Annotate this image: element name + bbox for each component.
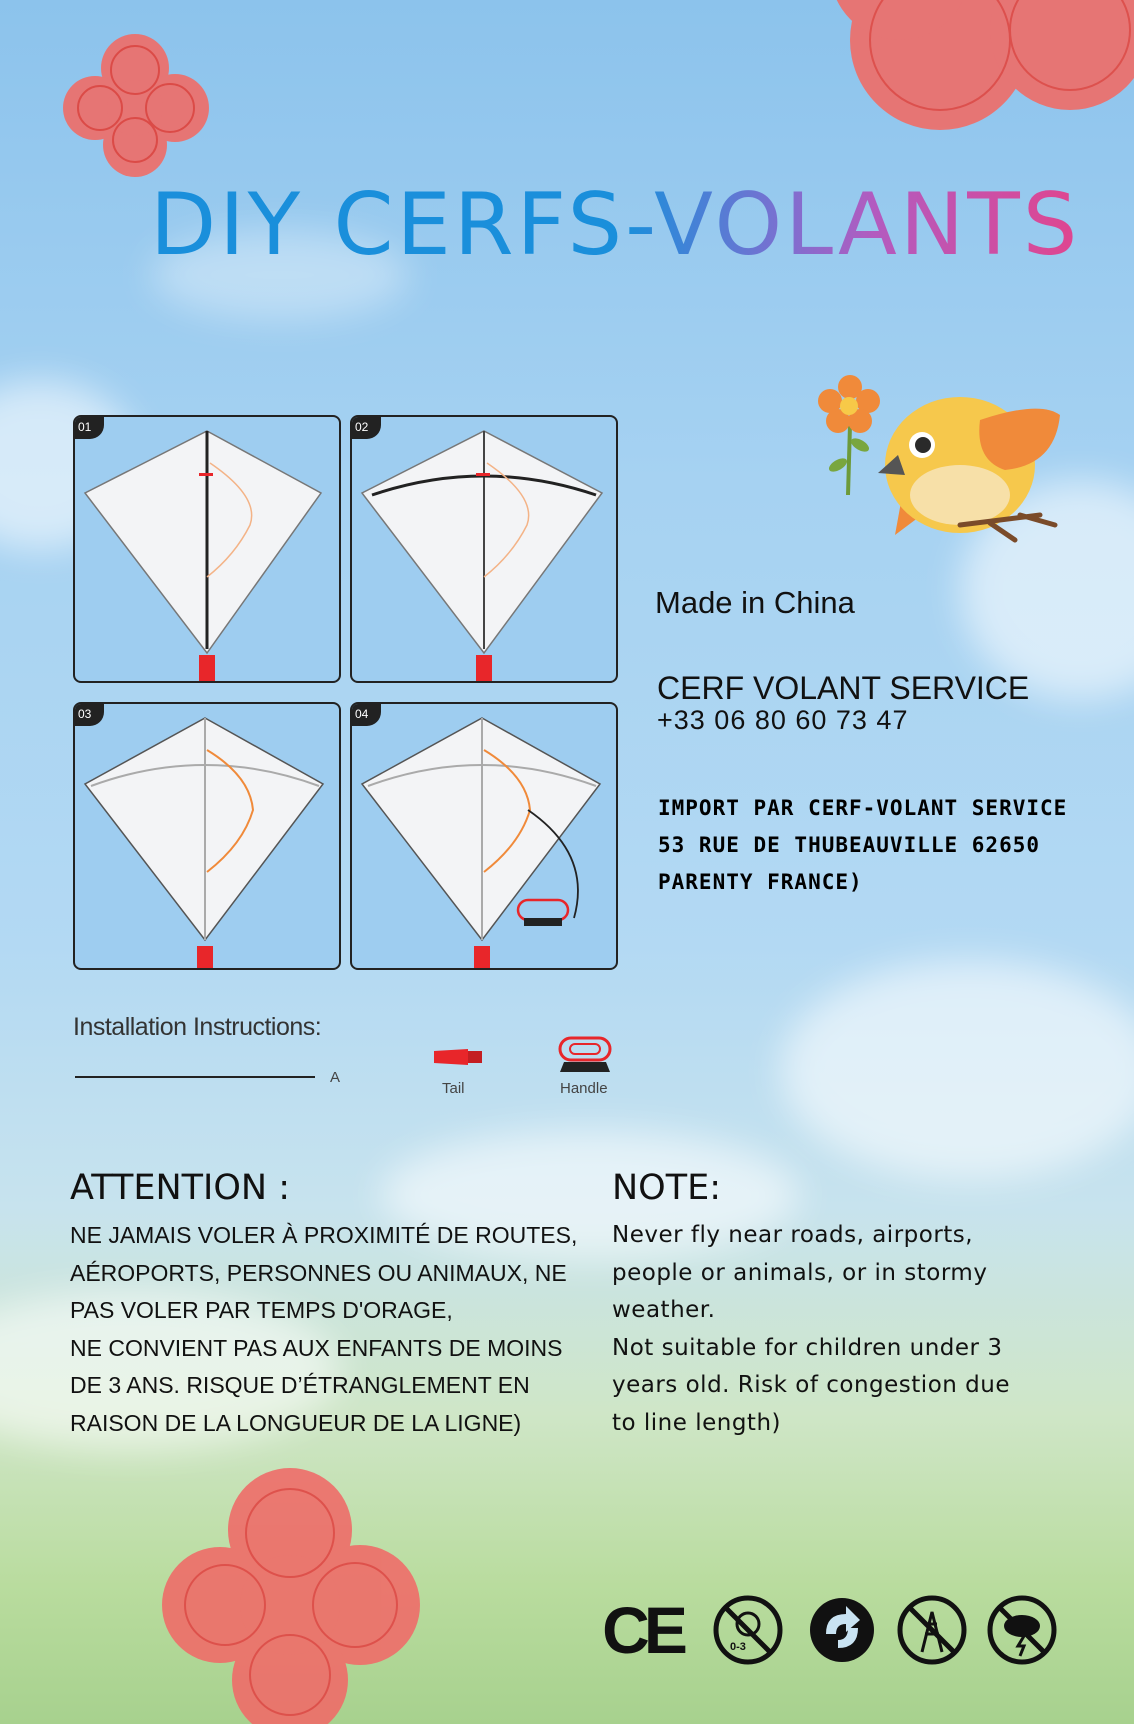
note-title: NOTE: bbox=[612, 1168, 722, 1208]
handle-label: Handle bbox=[560, 1080, 608, 1097]
step-badge-4: 04 bbox=[352, 704, 381, 726]
cloud-decoration bbox=[780, 960, 1134, 1180]
ce-mark-icon: CE bbox=[602, 1593, 682, 1667]
importer-address: IMPORT PAR CERF-VOLANT SERVICE 53 RUE DE THUBEAUVILLE 62650 PARENTY FRANCE) bbox=[658, 796, 1068, 894]
bird-illustration bbox=[810, 365, 1080, 545]
tail-label: Tail bbox=[442, 1080, 465, 1097]
note-text: Never fly near roads, airports, people or animals, or in stormy weather. Not suitable for children under 3 years old. Risk of congestion due to line length) bbox=[612, 1222, 1010, 1436]
step-panel-4 bbox=[350, 702, 618, 970]
attention-title: ATTENTION : bbox=[70, 1168, 291, 1208]
handle-icon bbox=[554, 1034, 616, 1078]
recycle-icon bbox=[806, 1594, 878, 1666]
attention-text: NE JAMAIS VOLER À PROXIMITÉ DE ROUTES, AÉROPORTS, PERSONNES OU ANIMAUX, NE PAS VOLER PAR TEMPS D'ORAGE, NE CONVIENT PAS AUX ENFANTS DE MOINS DE 3 ANS. RISQUE D’ÉTRANGLEMENT EN RAISON DE LA LONGUEUR DE LA LIGNE) bbox=[70, 1222, 578, 1436]
kite-step-3-diagram bbox=[75, 704, 339, 968]
step-panel-1 bbox=[73, 415, 341, 683]
flower-decoration-bottom bbox=[145, 1455, 435, 1724]
flower-decoration-top-right bbox=[770, 0, 1134, 180]
no-storm-icon bbox=[986, 1594, 1058, 1666]
service-phone: +33 06 80 60 73 47 bbox=[657, 705, 909, 735]
kite-step-1-diagram bbox=[75, 417, 339, 681]
step-panel-2 bbox=[350, 415, 618, 683]
step-badge-1: 01 bbox=[75, 417, 104, 439]
title-part-1: DIY CERFS bbox=[150, 175, 626, 275]
step-badge-2: 02 bbox=[352, 417, 381, 439]
installation-title: Installation Instructions: bbox=[73, 1013, 322, 1041]
no-power-lines-icon bbox=[896, 1594, 968, 1666]
title-part-2: -VOLANTS bbox=[625, 175, 1081, 275]
service-name: CERF VOLANT SERVICE bbox=[657, 670, 1030, 706]
page-title bbox=[150, 170, 1081, 280]
flying-line-illustration bbox=[75, 1076, 315, 1078]
kite-step-2-diagram bbox=[352, 417, 616, 681]
tail-icon bbox=[432, 1045, 484, 1069]
kite-step-4-diagram bbox=[352, 704, 616, 968]
step-badge-3: 03 bbox=[75, 704, 104, 726]
step-panel-3 bbox=[73, 702, 341, 970]
flower-decoration-top-left bbox=[50, 20, 220, 190]
line-label: A bbox=[330, 1069, 341, 1086]
made-in-label: Made in China bbox=[655, 585, 855, 620]
age-warning-text: 0-3 bbox=[730, 1641, 746, 1653]
age-warning-icon bbox=[712, 1594, 784, 1666]
